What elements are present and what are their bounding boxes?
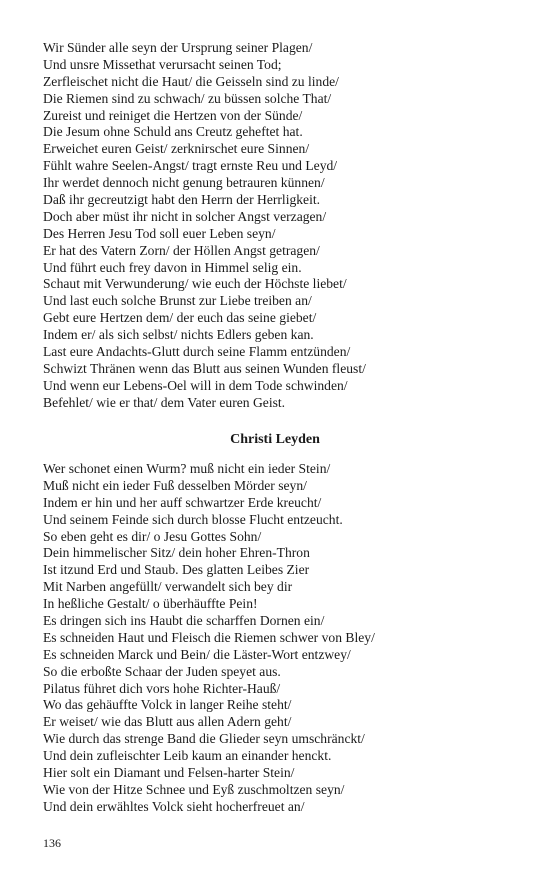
poem-line: Schaut mit Verwunderung/ wie euch der Höchste liebet/ <box>43 276 347 292</box>
poem-line: Und dein zufleischter Leib kaum an einander henckt. <box>43 748 332 764</box>
poem-line: Befehlet/ wie er that/ dem Vater euren Geist. <box>43 394 286 410</box>
poem-line: Es schneiden Haut und Fleisch die Riemen schwer von Bley/ <box>43 629 375 645</box>
poem-line: Schwizt Thränen wenn das Blutt aus seinen Wunden fleust/ <box>43 360 366 376</box>
poem-line: Es dringen sich ins Haubt die scharffen Dornen ein/ <box>43 613 325 629</box>
poem-line: Daß ihr gecreutzigt habt den Herrn der Herrligkeit. <box>43 192 321 208</box>
poem-stanza-top <box>43 40 513 412</box>
poem-line: Indem er/ als sich selbst/ nichts Edlers geben kan. <box>43 327 314 343</box>
poem-line: Wie von der Hitze Schnee und Eyß zuschmoltzen seyn/ <box>43 781 345 797</box>
poem-line: Zerfleischet nicht die Haut/ die Geisseln sind zu linde/ <box>43 73 339 89</box>
poem-line: Die Riemen sind zu schwach/ zu büssen solche That/ <box>43 90 332 106</box>
poem-line: Und führt euch frey davon in Himmel selig ein. <box>43 259 302 275</box>
poem-line: Last eure Andachts-Glutt durch seine Flamm entzünden/ <box>43 344 351 360</box>
section-heading: Christi Leyden <box>230 432 320 447</box>
poem-line: Gebt eure Hertzen dem/ der euch das seine giebet/ <box>43 310 317 326</box>
page-number: 136 <box>43 836 61 850</box>
poem-line: Wie durch das strenge Band die Glieder seyn umschränckt/ <box>43 731 365 747</box>
poem-line: Doch aber müst ihr nicht in solcher Angst verzagen/ <box>43 208 327 224</box>
poem-stanza-bottom <box>43 461 513 816</box>
poem-line: Dein himmelischer Sitz/ dein hoher Ehren-Thron <box>43 545 310 561</box>
poem-line: Pilatus führet dich vors hohe Richter-Hauß/ <box>43 680 281 696</box>
poem-line: Die Jesum ohne Schuld ans Creutz geheftet hat. <box>43 124 303 140</box>
poem-line: Muß nicht ein ieder Fuß desselben Mörder seyn/ <box>43 477 307 493</box>
poem-line: Und unsre Missethat verursacht seinen Tod; <box>43 56 282 72</box>
poem-line: Des Herren Jesu Tod soll euer Leben seyn/ <box>43 225 276 241</box>
poem-line: Und last euch solche Brunst zur Liebe treiben an/ <box>43 293 312 309</box>
poem-line: Mit Narben angefüllt/ verwandelt sich bey dir <box>43 579 293 595</box>
poem-line: Ihr werdet dennoch nicht genung betrauren künnen/ <box>43 175 325 191</box>
poem-line: In heßliche Gestalt/ o überhäuffte Pein! <box>43 596 258 612</box>
poem-line: Er hat des Vatern Zorn/ der Höllen Angst getragen/ <box>43 242 320 258</box>
poem-line: Wir Sünder alle seyn der Ursprung seiner Plagen/ <box>43 40 313 55</box>
poem-line: So die erboßte Schaar der Juden speyet aus. <box>43 663 281 679</box>
poem-line: So eben geht es dir/ o Jesu Gottes Sohn/ <box>43 528 262 544</box>
poem-line: Es schneiden Marck und Bein/ die Läster-Wort entzwey/ <box>43 646 351 662</box>
poem-line: Ist itzund Erd und Staub. Des glatten Leibes Zier <box>43 562 310 578</box>
poem-line: Und seinem Feinde sich durch blosse Flucht entzeucht. <box>43 511 343 527</box>
poem-line: Fühlt wahre Seelen-Angst/ tragt ernste Reu und Leyd/ <box>43 158 338 174</box>
poem-line: Zureist und reiniget die Hertzen von der Sünde/ <box>43 107 303 123</box>
poem-line: Erweichet euren Geist/ zerknirschet eure Sinnen/ <box>43 141 310 157</box>
poem-line: Indem er hin und her auff schwartzer Erde kreucht/ <box>43 494 322 510</box>
poem-line: Hier solt ein Diamant und Felsen-harter Stein/ <box>43 765 295 781</box>
poem-line: Wo das gehäuffte Volck in langer Reihe steht/ <box>43 697 292 713</box>
poem-line: Und dein erwähltes Volck sieht hocherfreuet an/ <box>43 798 305 814</box>
poem-line: Er weiset/ wie das Blutt aus allen Adern geht/ <box>43 714 292 730</box>
poem-line: Wer schonet einen Wurm? muß nicht ein ieder Stein/ <box>43 461 331 476</box>
poem-line: Und wenn eur Lebens-Oel will in dem Tode schwinden/ <box>43 377 348 393</box>
